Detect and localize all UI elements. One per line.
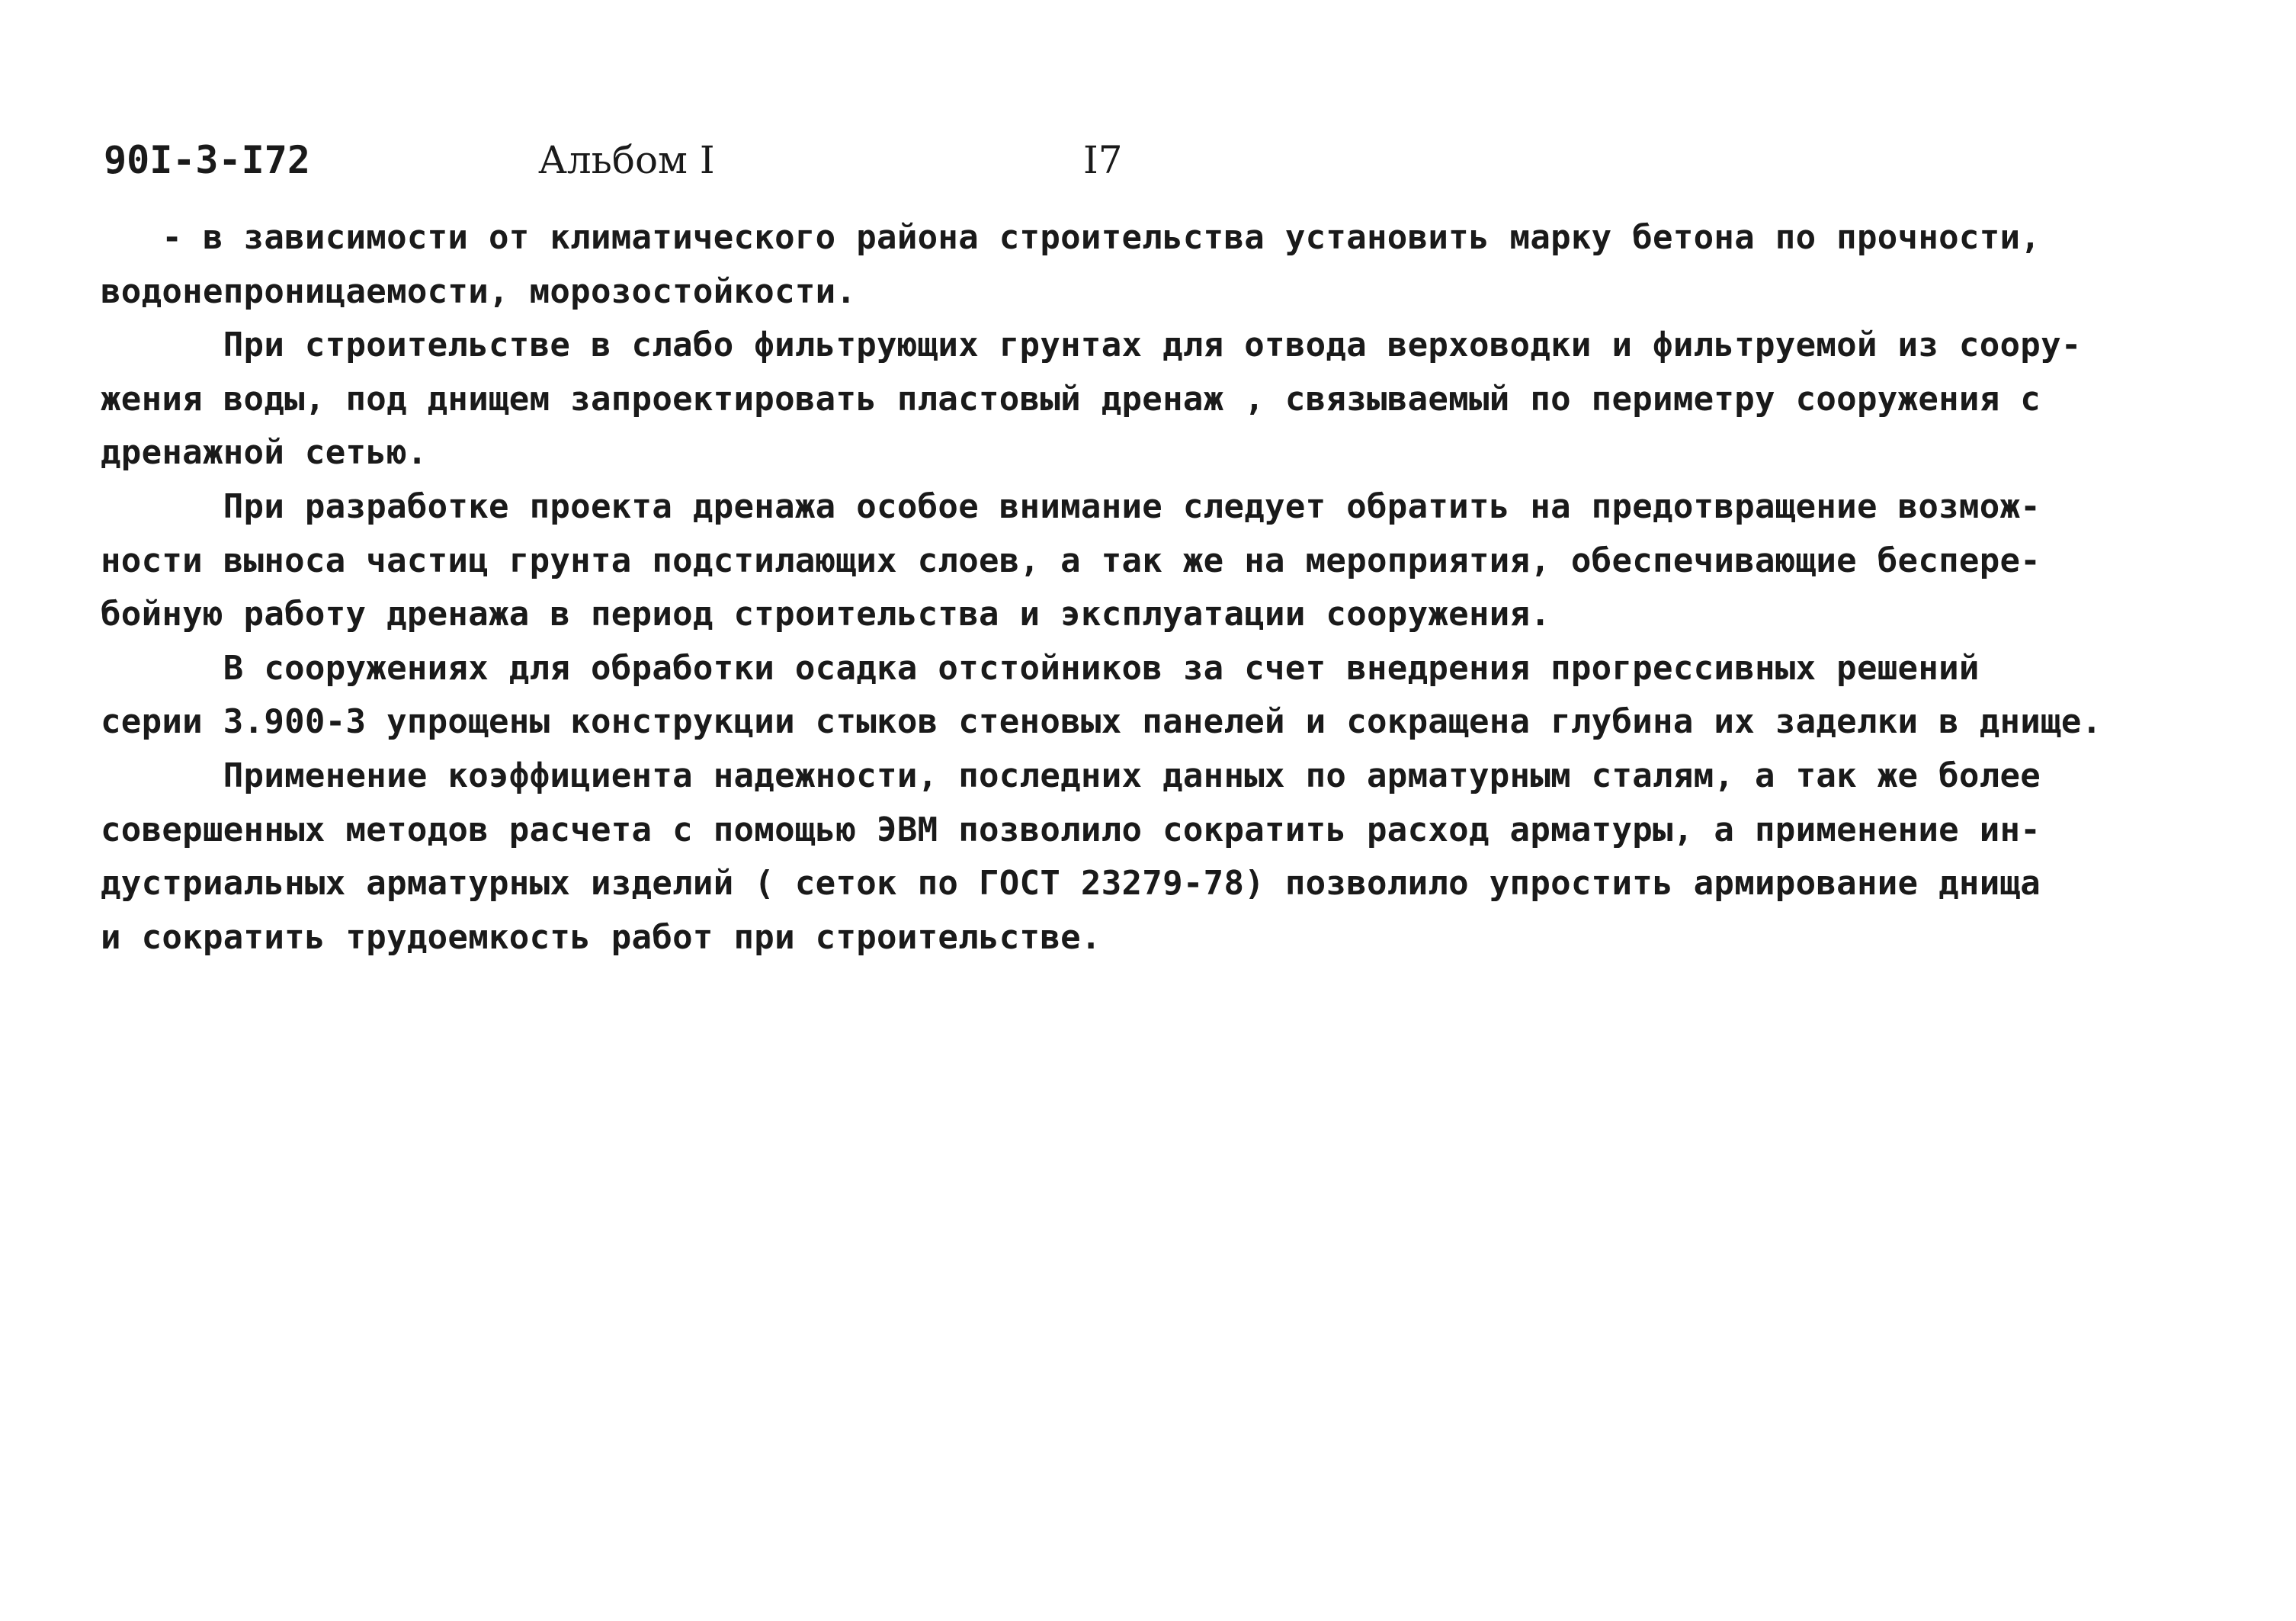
album-label: Альбом I <box>538 138 715 182</box>
body-text <box>101 211 2243 965</box>
text-line: При разработке проекта дренажа особое внимание следует обратить на предотвращение возмож- <box>101 486 2041 526</box>
text-line: и сократить трудоемкость работ при строительстве. <box>101 917 1102 957</box>
document-code: 90I-3-I72 <box>104 138 310 182</box>
text-line: ности выноса частиц грунта подстилающих слоев, а так же на мероприятия, обеспечивающие беспере- <box>101 541 2041 580</box>
text-line: жения воды, под днищем запроектировать пластовый дренаж , связываемый по периметру сооружения с <box>101 379 2041 419</box>
page-number: I7 <box>1083 138 1123 182</box>
text-line: бойную работу дренажа в период строительства и эксплуатации сооружения. <box>101 595 1551 634</box>
text-line: дренажной сетью. <box>101 433 428 473</box>
text-line: - в зависимости от климатического района строительства установить марку бетона по прочности, <box>101 218 2041 257</box>
text-line: совершенных методов расчета с помощью ЭВМ позволило сократить расход арматуры, а применение ин- <box>101 810 2041 849</box>
page-header <box>104 133 1247 187</box>
text-line: дустриальных арматурных изделий ( сеток по ГОСТ 23279-78) позволило упростить армирование днища <box>101 864 2041 904</box>
text-line: Применение коэффициента надежности, последних данных по арматурным сталям, а так же более <box>101 756 2041 795</box>
text-line: серии 3.900-3 упрощены конструкции стыков стеновых панелей и сокращена глубина их заделки в днище. <box>101 702 2102 742</box>
text-line: В сооружениях для обработки осадка отстойников за счет внедрения прогрессивных решений <box>101 648 1980 688</box>
text-line: водонепроницаемости, морозостойкости. <box>101 271 857 311</box>
text-line: При строительстве в слабо фильтрующих грунтах для отвода верховодки и фильтруемой из соору- <box>101 326 2082 365</box>
